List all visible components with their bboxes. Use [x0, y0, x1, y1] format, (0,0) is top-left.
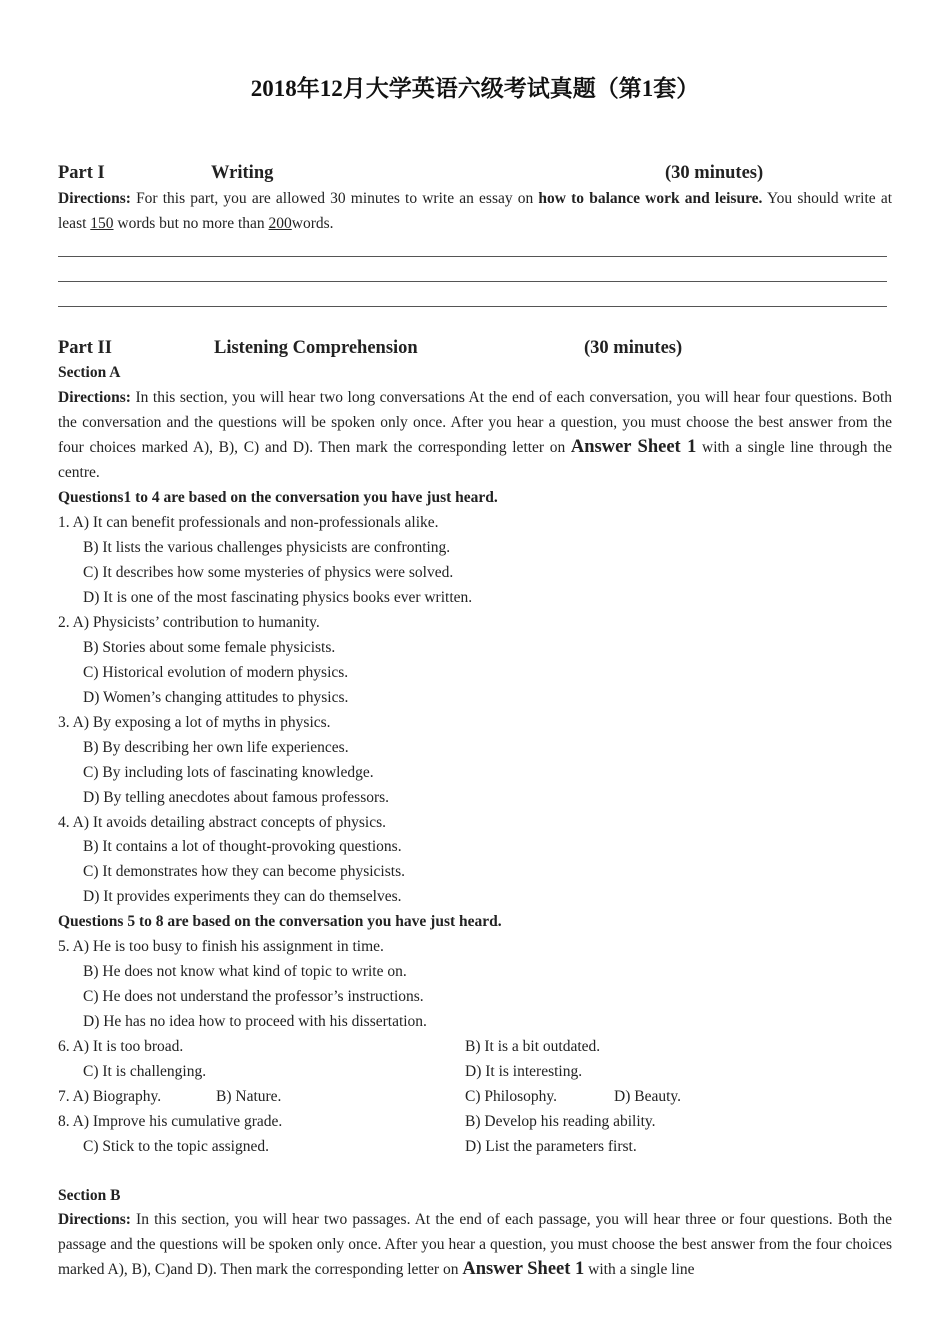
directions-text: For this part, you are allowed 30 minutes to write an essay on [136, 190, 534, 207]
directions-label: Directions: [58, 190, 131, 207]
page-title: 2018年12月大学英语六级考试真题（第1套） [250, 76, 700, 101]
section-b-heading: Section B [58, 1187, 121, 1204]
question-5-option-b: B) He does not know what kind of topic to write on. [83, 963, 407, 980]
directions-label: Directions: [58, 389, 131, 406]
max-words: 200 [268, 215, 292, 232]
writing-line [58, 306, 887, 307]
question-7-option-a: 7. A) Biography. [58, 1088, 162, 1105]
question-2-option-b: B) Stories about some female physicists. [83, 639, 336, 656]
question-7-option-c: C) Philosophy. [465, 1088, 558, 1105]
part2-time: (30 minutes) [584, 338, 683, 358]
directions-text: In this section, you will hear two long conversations At the end of each conversation, you will hear four questions. Both the conversation and the questions will be spoken only once. After you hear a question, you must choose the best answer from the four choices marked A), B), C) and D). Then mark the corresponding letter on [58, 389, 893, 456]
directions-text: with a single line through the centre. [58, 439, 893, 481]
question-8-option-d: D) List the parameters first. [465, 1138, 637, 1155]
min-words: 150 [90, 215, 114, 232]
writing-line [58, 256, 887, 257]
question-3-option-d: D) By telling anecdotes about famous professors. [83, 789, 390, 806]
directions-text: words but no more than [117, 215, 265, 232]
part1-name: Writing [211, 163, 274, 183]
question-4-option-d: D) It provides experiments they can do themselves. [83, 888, 402, 905]
question-1-option-c: C) It describes how some mysteries of physics were solved. [83, 564, 454, 581]
part2-label: Part II [58, 338, 112, 358]
question-6-option-c: C) It is challenging. [83, 1063, 207, 1080]
question-4-option-b: B) It contains a lot of thought-provoking questions. [83, 838, 402, 855]
question-6-option-a: 6. A) It is too broad. [58, 1038, 184, 1055]
question-5-option-c: C) He does not understand the professor’s instructions. [83, 988, 424, 1005]
question-group-heading: Questions 5 to 8 are based on the conversation you have just heard. [58, 913, 502, 930]
answer-sheet-ref: Answer Sheet 1 [570, 437, 697, 457]
part1-directions [58, 186, 892, 236]
directions-text: with a single line [588, 1261, 695, 1278]
directions-label: Directions: [58, 1211, 131, 1228]
question-1-option-d: D) It is one of the most fascinating physics books ever written. [83, 589, 473, 606]
writing-line [58, 281, 887, 282]
question-2-option-d: D) Women’s changing attitudes to physics. [83, 689, 349, 706]
question-1-option-b: B) It lists the various challenges physicists are confronting. [83, 539, 451, 556]
answer-sheet-ref: Answer Sheet 1 [462, 1259, 585, 1279]
question-6-option-b: B) It is a bit outdated. [465, 1038, 601, 1055]
directions-text: You should write at least [58, 190, 892, 232]
question-4-option-c: C) It demonstrates how they can become physicists. [83, 863, 405, 880]
question-7-option-b: B) Nature. [216, 1088, 282, 1105]
part1-label: Part I [58, 163, 105, 183]
question-8-option-c: C) Stick to the topic assigned. [83, 1138, 269, 1155]
question-3-option-c: C) By including lots of fascinating knowledge. [83, 764, 374, 781]
question-group-heading: Questions1 to 4 are based on the conversation you have just heard. [58, 489, 498, 506]
question-3-option-a: 3. A) By exposing a lot of myths in physics. [58, 714, 331, 731]
directions-text: In this section, you will hear two passages. At the end of each passage, you will hear three or four questions. Both the passage and the questions will be spoken only once. After you hear a question, you must choose the best answer from the four choices marked A), B), C)and D). Then mark the corresponding letter on [58, 1211, 893, 1278]
part1-time: (30 minutes) [665, 163, 764, 183]
question-3-option-b: B) By describing her own life experiences. [83, 739, 349, 756]
question-5-option-a: 5. A) He is too busy to finish his assignment in time. [58, 938, 384, 955]
question-6-option-d: D) It is interesting. [465, 1063, 583, 1080]
part2-name: Listening Comprehension [214, 338, 418, 358]
question-8-option-a: 8. A) Improve his cumulative grade. [58, 1113, 283, 1130]
question-8-option-b: B) Develop his reading ability. [465, 1113, 656, 1130]
question-5-option-d: D) He has no idea how to proceed with his dissertation. [83, 1013, 427, 1030]
directions-text: words. [291, 215, 334, 232]
essay-topic: how to balance work and leisure. [538, 190, 763, 207]
section-b-directions [58, 1207, 892, 1282]
section-a-directions [58, 385, 892, 485]
question-2-option-c: C) Historical evolution of modern physics. [83, 664, 349, 681]
section-a-heading: Section A [58, 364, 121, 381]
question-2-option-a: 2. A) Physicists’ contribution to humanity. [58, 614, 320, 631]
question-4-option-a: 4. A) It avoids detailing abstract concepts of physics. [58, 814, 387, 831]
question-1-option-a: 1. A) It can benefit professionals and non-professionals alike. [58, 514, 439, 531]
question-7-option-d: D) Beauty. [614, 1088, 682, 1105]
